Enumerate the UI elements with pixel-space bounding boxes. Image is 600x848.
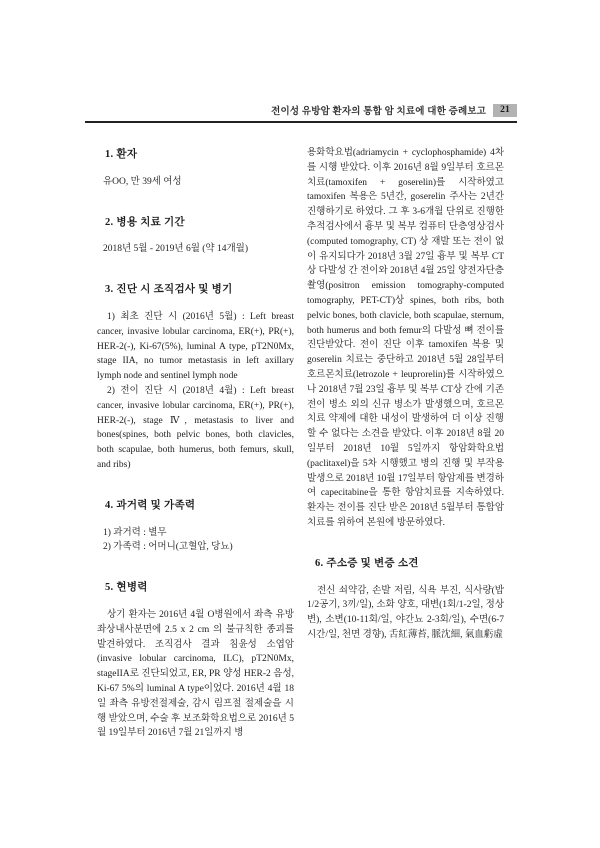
left-column bbox=[97, 146, 294, 746]
section-patient bbox=[97, 148, 294, 190]
section-treatment-period bbox=[97, 216, 294, 258]
paragraph: 1) 과거력 : 별무 bbox=[103, 527, 167, 538]
paragraph: 2018년 5월 - 2019년 6월 (약 14개월) bbox=[103, 244, 248, 255]
paragraph: 상기 환자는 2016년 4월 O병원에서 좌측 유방 좌상내사분면에 2.5 x 2 cm 의 불규칙한 종괴를 발견하였다. 조직검사 결과 침윤성 소엽암(invasive lobular carcinoma, ILC), pT2N0Mx, stageIIA로 진단되었고, ER, PR 양성 HER-2 음성, Ki-67 5%의 luminal A type이었다. 2016년 4월 18일 좌측 유방전절제술, 감시 림프절 절제술을 시행 받았으며, 수술 후 보조화학요법으로 2016년 5월 19일부터 2016년 7월 21일까지 병 bbox=[97, 609, 294, 739]
page-number-badge: 21 bbox=[493, 104, 517, 117]
running-title: 전이성 유방암 환자의 통합 암 치료에 대한 증례보고 bbox=[271, 107, 487, 117]
paragraph: 1) 최초 진단 시 (2016년 5월) : Left breast cancer, invasive lobular carcinoma, ER(+), PR(+), HER-2(-), Ki-67(5%), luminal A type, pT2N0Mx, stage IIA, no tumor metastasis in left axillary lymph node and sentinel lymph node bbox=[97, 311, 294, 382]
paragraph: 2) 전이 진단 시 (2018년 4월) : Left breast cancer, invasive lobular carcinoma, ER(+), PR(+), HER-2(-), stage Ⅳ, metastasis to liver and bones(spines, both pelvic bones, both clavicles, both scapulae, both humerus, both femurs, skull, and ribs) bbox=[97, 385, 294, 470]
right-column bbox=[307, 146, 504, 746]
section-heading: 1. 환자 bbox=[105, 149, 138, 160]
section-heading: 4. 과거력 및 가족력 bbox=[105, 499, 196, 511]
section-heading: 5. 현병력 bbox=[105, 582, 148, 594]
section-heading: 2. 병용 치료 기간 bbox=[105, 216, 185, 228]
section-chief-complaint bbox=[307, 557, 504, 643]
running-header bbox=[85, 103, 517, 123]
continued-paragraph: 용화학요법(adriamycin + cyclophosphamide) 4차를 시행 받았다. 이후 2016년 8월 9일부터 호르몬치료(tamoxifen + goserelin)를 시작하였고 tamoxifen 복용은 5년간, goserelin 주사는 2년간 진행하기로 하였다. 그 후 3-6개월 단위로 진행한 추적검사에서 흉부 및 복부 컴퓨터 단층영상검사(computed tomography, CT) 상 재발 또는 전이 없이 유지되다가 2018년 3월 27일 흉부 및 복부 CT상 다발성 간 전이와 2018년 4월 25일 양전자단층촬영(positron emission tomography-computed tomography, PET-CT)상 spines, both ribs, both pelvic bones, both clavicle, both scapulae, sternum, both humerus and both femur의 다발성 뼈 전이를 진단받았다. 전이 진단 이후 tamoxifen 복용 및 goserelin 치료는 중단하고 2018년 5월 28일부터 호르몬치료(letrozole + leuprorelin)를 시작하였으나 2018년 7월 23일 흉부 및 복부 CT상 간에 기존 전이 병소 외의 신규 병소가 발생했으며, 호르몬 치료 약제에 대한 내성이 발생하여 더 이상 진행할 수 없다는 소견을 받았다. 이후 2018년 8월 20일부터 2018년 10월 5일까지 항암화학요법(paclitaxel)을 5차 시행했고 병의 진행 및 부작용 발생으로 2018년 10월 17일부터 항암제를 변경하여 capecitabine을 통한 항암치료를 지속하였다. 환자는 전이를 진단 받은 2018년 5월부터 통합암치료를 위하여 본원에 방문하였다. bbox=[307, 148, 504, 528]
section-heading: 3. 진단 시 조직검사 및 병기 bbox=[105, 284, 233, 296]
section-present-illness bbox=[97, 581, 294, 741]
paragraph: 전신 쇠약감, 손발 저림, 식욕 부진, 식사량(밥 1/2공기, 3끼/일), 소화 양호, 대변(1회/1-2일, 정상변), 소변(10-11회/일, 야간뇨 2-3회/일), 수면(6-7시간/일, 천면 경향), 舌紅薄苔, 脈沈細, 氣血虧虛 bbox=[307, 585, 504, 640]
paragraph: 유OO, 만 39세 여성 bbox=[103, 176, 182, 187]
section-biopsy-staging bbox=[97, 283, 294, 473]
section-history-family bbox=[97, 499, 294, 555]
section-heading: 6. 주소증 및 변증 소견 bbox=[315, 557, 419, 569]
paragraph: 2) 가족력 : 어머니(고혈압, 당뇨) bbox=[103, 542, 233, 553]
